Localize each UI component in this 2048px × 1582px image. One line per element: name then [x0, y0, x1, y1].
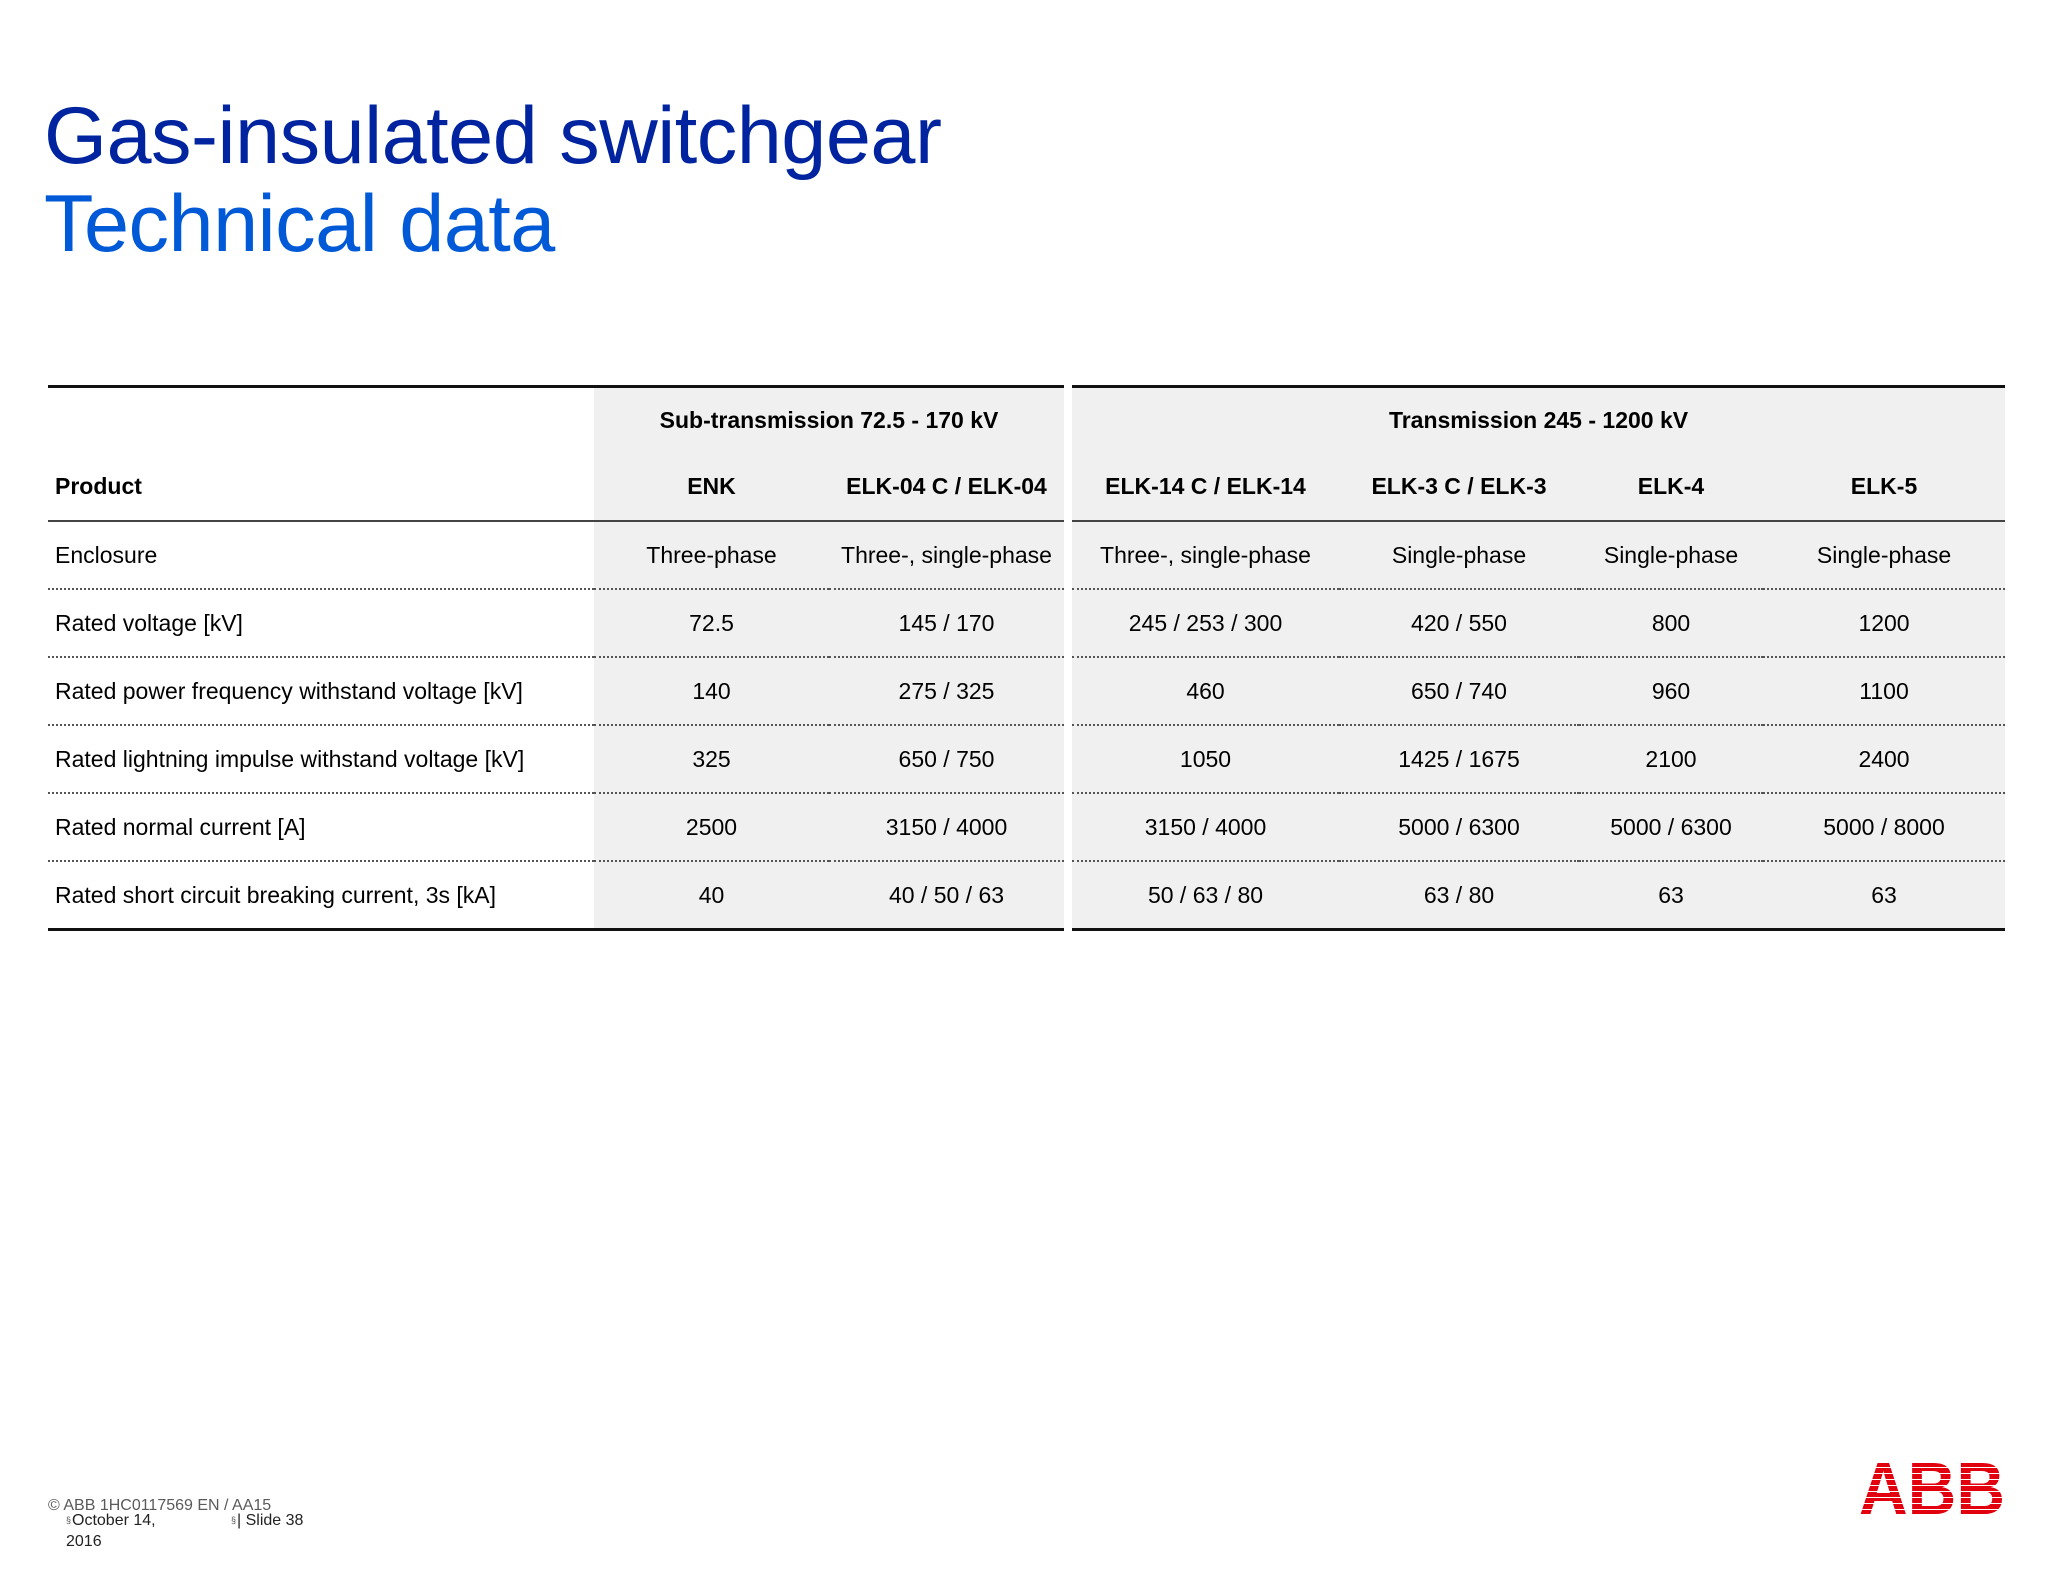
row-label: Rated normal current [A] [48, 793, 594, 861]
table-column-header-row [48, 453, 2005, 521]
footer-slide-text: | Slide 38 [237, 1512, 304, 1529]
table-cell: 40 [594, 861, 829, 930]
row-label: Rated power frequency withstand voltage [kV] [48, 657, 594, 725]
table-cell: 40 / 50 / 63 [829, 861, 1068, 930]
footer-bullet-icon: § [66, 1515, 72, 1526]
table-cell: 1200 [1763, 589, 2005, 657]
table-cell: Single-phase [1579, 521, 1763, 589]
table-cell: 5000 / 8000 [1763, 793, 2005, 861]
title-main: Gas-insulated switchgear [44, 91, 942, 181]
table-cell: Three-, single-phase [829, 521, 1068, 589]
table-cell: 1425 / 1675 [1339, 725, 1579, 793]
abb-logo-text: ABB [1859, 1456, 2005, 1516]
row-label: Rated short circuit breaking current, 3s [kA] [48, 861, 594, 930]
table-cell: Three-, single-phase [1068, 521, 1339, 589]
footer-copyright: © ABB 1HC0117569 EN / AA15 [48, 1497, 272, 1514]
table-row [48, 521, 2005, 589]
table-cell: 63 [1579, 861, 1763, 930]
table-cell: 1100 [1763, 657, 2005, 725]
footer-date [66, 1510, 186, 1552]
table-cell: 145 / 170 [829, 589, 1068, 657]
table-cell: 63 [1763, 861, 2005, 930]
table-cell: Single-phase [1339, 521, 1579, 589]
abb-logo-icon [1858, 1456, 2006, 1516]
table-cell: Single-phase [1763, 521, 2005, 589]
table-cell: 63 / 80 [1339, 861, 1579, 930]
column-header: ELK-04 C / ELK-04 [829, 453, 1068, 521]
column-header: ELK-14 C / ELK-14 [1068, 453, 1339, 521]
group-header-sub-transmission: Sub-transmission 72.5 - 170 kV [594, 387, 1068, 454]
column-header: ELK-3 C / ELK-3 [1339, 453, 1579, 521]
table-cell: 5000 / 6300 [1339, 793, 1579, 861]
table-cell: 2500 [594, 793, 829, 861]
table-cell: 140 [594, 657, 829, 725]
title-subtitle: Technical data [44, 179, 555, 269]
table-cell: 2400 [1763, 725, 2005, 793]
table-cell: 72.5 [594, 589, 829, 657]
footer-slide-number [231, 1510, 311, 1531]
table-cell: 2100 [1579, 725, 1763, 793]
table-cell: 650 / 740 [1339, 657, 1579, 725]
group-header-transmission: Transmission 245 - 1200 kV [1068, 387, 2005, 454]
table-corner-cell [48, 387, 594, 454]
table-cell: Three-phase [594, 521, 829, 589]
table-cell: 245 / 253 / 300 [1068, 589, 1339, 657]
table-cell: 960 [1579, 657, 1763, 725]
table-cell: 650 / 750 [829, 725, 1068, 793]
table-row [48, 793, 2005, 861]
table-row [48, 861, 2005, 930]
technical-data-table [48, 385, 2005, 931]
table-cell: 3150 / 4000 [1068, 793, 1339, 861]
column-header-product: Product [48, 453, 594, 521]
table-cell: 1050 [1068, 725, 1339, 793]
table-cell: 5000 / 6300 [1579, 793, 1763, 861]
table-cell: 325 [594, 725, 829, 793]
footer-bullet-icon: § [231, 1515, 237, 1526]
row-label: Rated lightning impulse withstand voltage [kV] [48, 725, 594, 793]
footer-date-text: October 14, 2016 [66, 1512, 156, 1551]
slide-title [44, 92, 941, 268]
table-row [48, 589, 2005, 657]
table-group-header-row [48, 387, 2005, 454]
table-cell: 460 [1068, 657, 1339, 725]
table-cell: 3150 / 4000 [829, 793, 1068, 861]
table-cell: 800 [1579, 589, 1763, 657]
column-header: ELK-4 [1579, 453, 1763, 521]
table-row [48, 725, 2005, 793]
row-label: Rated voltage [kV] [48, 589, 594, 657]
table-cell: 420 / 550 [1339, 589, 1579, 657]
column-header: ELK-5 [1763, 453, 2005, 521]
table-row [48, 657, 2005, 725]
column-header: ENK [594, 453, 829, 521]
row-label: Enclosure [48, 521, 594, 589]
table-cell: 50 / 63 / 80 [1068, 861, 1339, 930]
table-cell: 275 / 325 [829, 657, 1068, 725]
